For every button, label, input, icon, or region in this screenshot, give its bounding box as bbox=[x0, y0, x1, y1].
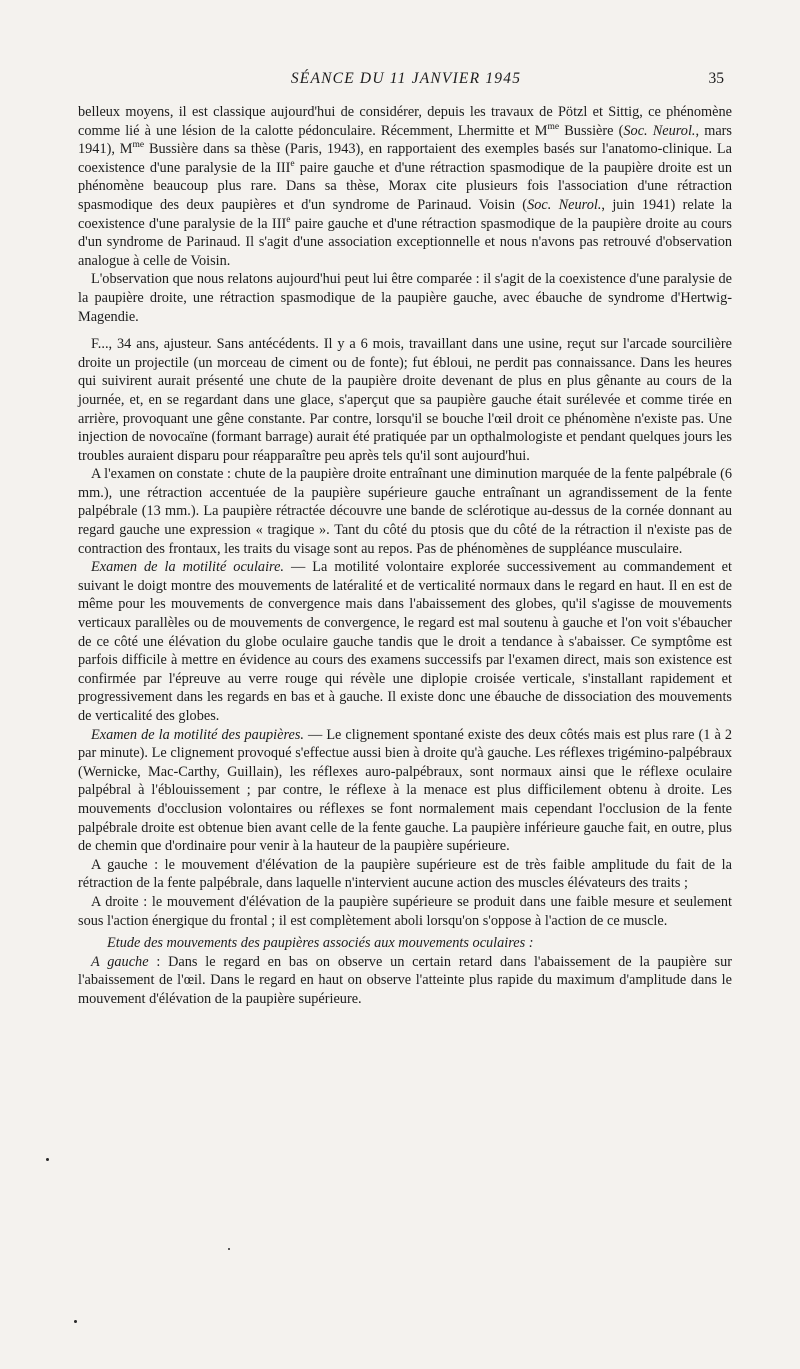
text-run: — Le clignement spontané existe des deux côtés mais est plus rare (1 à 2 par minute). Le clignement provoqué s'effectue aussi bien à droite qu'à gauche. Les réflexes trigémino-palpébraux (Wernicke, Mac-Carthy, Guillain), les réflexes auro-palpébraux, sont normaux ainsi que le réflexe oculaire palpébral à l'éblouissement ; par contre, le réflexe à la menace est plus difficilement obtenu à droite. Les mouvements d'occlusion volontaires ou réflexes se font normalement mais cependant l'occlusion de la fente palpébrale droite est obtenue bien avant celle de la fente gauche. La paupière inférieure gauche fait, en outre, plus de chemin que d'ordinaire pour venir à la hauteur de la paupière supérieure. bbox=[78, 726, 732, 855]
text-run: : Dans le regard en bas on observe un certain retard dans l'abaissement de la paupière sur l'abaissement de l'œil. Dans le regard en haut on observe l'atteinte plus rapide du maximum d'amplitude dans le mouvement d'élévation de la paupière supérieure. bbox=[78, 953, 732, 1007]
journal-citation: Soc. Neurol. bbox=[623, 122, 696, 139]
paragraph-right-side: A droite : le mouvement d'élévation de la paupière supérieure se produit dans une faible mesure et seulement sous l'action énergique du frontal ; il est complètement aboli lorsqu'on s'oppose à l'action de ce muscle. bbox=[78, 893, 732, 929]
scan-speck bbox=[46, 1158, 49, 1161]
superscript: me bbox=[547, 121, 560, 132]
text-run: paire gauche et d'une rétraction spasmodique de la paupière droite est un phénomène beaucoup plus rare. Dans sa thèse, Morax cite plusieurs fois l'association d'une rétraction spasmodique des deux paupières et d'un syndrome de Parinaud. Voisin ( bbox=[78, 159, 732, 213]
section-heading: Examen de la motilité oculaire. bbox=[91, 559, 284, 576]
text-run: , juin 1941) relate la coexistence d'une paralysie de la III bbox=[78, 196, 732, 232]
text-run: belleux moyens, il est classique aujourd'hui de considérer, depuis les travaux de Pötzl et Sittig, ce phénomène comme lié à une lésion de la calotte pédonculaire. Récemment, Lhermitte et M bbox=[78, 104, 732, 139]
paragraph-observation-intro: L'observation que nous relatons aujourd'hui peut lui être comparée : il s'agit de la coexistence d'une paralysie de la paupière droite, une rétraction spasmodique de la paupière gauche, avec ébauche de syndrome d'Hertwig-Magendie. bbox=[78, 271, 732, 325]
superscript: e bbox=[290, 159, 295, 170]
section-heading: Examen de la motilité des paupières. bbox=[91, 726, 304, 743]
superscript: e bbox=[286, 214, 291, 225]
paragraph-left-side: A gauche : le mouvement d'élévation de la paupière supérieure est de très faible amplitude du fait de la rétraction de la fente palpébrale, dans laquelle n'intervient aucune action des muscles élévateurs des traits ; bbox=[78, 856, 732, 892]
scan-speck bbox=[74, 1320, 77, 1323]
text-run: — La motilité volontaire explorée successivement au commandement et suivant le doigt montre des mouvements de latéralité et de verticalité normaux dans le regard en haut. Il en est de même pour les mouvements de convergence mais dans l'abaissement des globes, qu'il s'agisse de mouvements verticaux parallèles ou de mouvements de convergence, le regard est mal soutenu à gauche et l'on voit s'ébaucher de ce côté une élévation du globe oculaire gauche tandis que le droit a tendance à s'abaisser. Ce symptôme est parfois difficile à mettre en évidence au cours des examens successifs par l'examen direct, mais son existence est confirmée par l'épreuve au verre rouge qui révèle une diplopie croisée verticale, s'installant rapidement et progressivement dans les regards en bas et à gauche. Il existe donc une ébauche de dissociation des mouvements de verticalité des globes. bbox=[78, 559, 733, 724]
paragraph-examination: A l'examen on constate : chute de la paupière droite entraînant une diminution marquée de la fente palpébrale (6 mm.), une rétraction accentuée de la paupière supérieure gauche entraînant un agrandissement de la fente palpébrale (13 mm.). La paupière rétractée découvre une bande de sclérotique au-dessus de la cornée donnant au regard gauche une expression « tragique ». Tant du côté du ptosis que du côté de la rétraction il n'existe pas de contraction des frontaux, les traits du visage sont au repos. Pas de phénomènes de suppléance musculaire. bbox=[78, 466, 732, 557]
page-number: 35 bbox=[708, 70, 724, 87]
paragraph-case-history: F..., 34 ans, ajusteur. Sans antécédents. Il y a 6 mois, travaillant dans une usine, reçut sur l'arcade sourcilière droite un projectile (un morceau de ciment ou de fonte); fut ébloui, ne perdit pas connaissance. Dans les heures qui suivirent aurait présenté une chute de la paupière droite devenant de plus en plus gênante au cours de la journée, et, en se regardant dans une glace, s'aperçut que sa paupière gauche était surélevée et comme tirée en arrière, provoquant une gêne constante. Par contre, lorsqu'il se bouche l'œil droit ce phénomène n'existe pas. Une injection de novocaïne (formant barrage) aurait été pratiquée par un opthalmologiste et pendant quelques jours les troubles auraient disparu pour réapparaître peu après tels qu'il sont aujourd'hui. bbox=[78, 336, 732, 464]
paragraph-associated-movements bbox=[78, 953, 732, 1009]
journal-citation: Soc. Neurol. bbox=[527, 196, 602, 213]
running-title: SÉANCE DU 11 JANVIER 1945 bbox=[290, 70, 522, 87]
text-run: Bussière ( bbox=[559, 122, 624, 139]
subsection-heading: Etude des mouvements des paupières associés aux mouvements oculaires : bbox=[107, 935, 534, 952]
superscript: me bbox=[132, 140, 145, 151]
text-run: , mars 1941), M bbox=[78, 122, 732, 158]
paragraph-ocular-motility bbox=[78, 558, 732, 725]
lead-in: A gauche bbox=[91, 953, 149, 970]
scan-speck bbox=[228, 1248, 230, 1250]
page-header bbox=[88, 70, 724, 92]
paragraph-eyelid-motility bbox=[78, 726, 732, 856]
text-run: paire gauche et d'une rétraction spasmodique de la paupière droite au cours d'un syndrome de Parinaud. Il s'agit d'une association exceptionnelle et nous n'avons pas retrouvé d'observation analogue à celle de Voisin. bbox=[78, 215, 732, 269]
text-run: Bussière dans sa thèse (Paris, 1943), en rapportaient des exemples basés sur l'anatomo-clinique. La coexistence d'une paralysie de la III bbox=[78, 141, 732, 176]
paragraph-continuation bbox=[78, 103, 732, 270]
body-text bbox=[78, 103, 732, 1009]
